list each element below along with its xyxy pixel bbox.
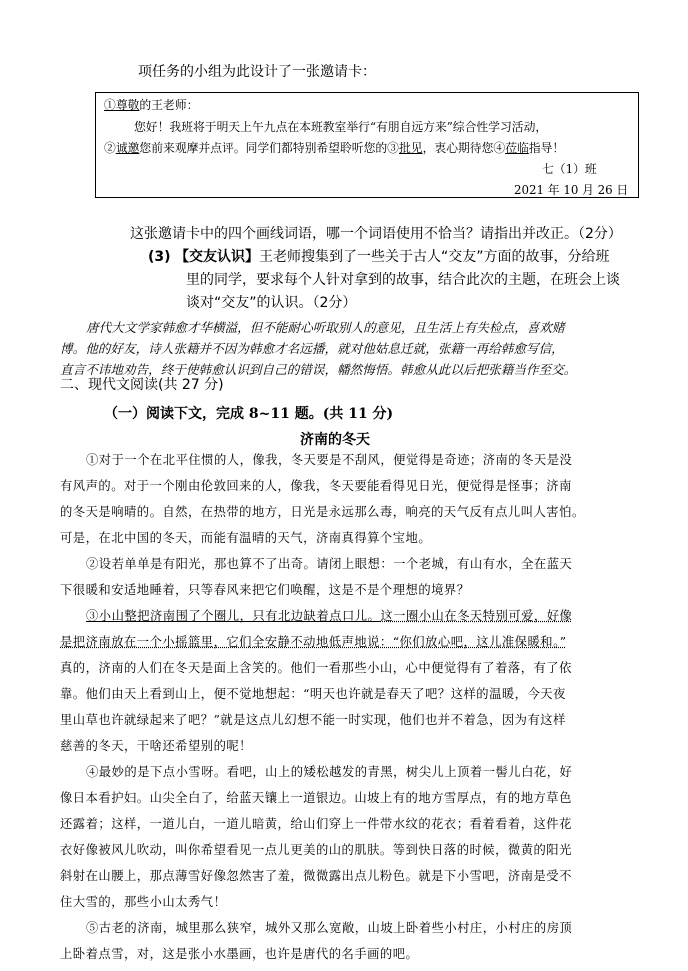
- body-mid: 您前来观摩并点评。同学们都特别希望聆听您的: [139, 141, 388, 155]
- p3-underlined-a: ③小山整把济南围了个圈儿，只有北边缺着点口儿。: [86, 609, 381, 623]
- p4-line-2: 像日本看护妇。山尖全白了，给蓝天镶上一道银边。山坡上有的地方雪厚点，有的地方草色: [60, 791, 572, 805]
- p1-line-4: 可是，在北中国的冬天，而能有温晴的天气，济南真得算个宝地。: [60, 531, 432, 545]
- invitation-class: 七（1）班: [542, 162, 597, 176]
- p3-line-1: [86, 603, 572, 629]
- p1-line-2: 有风声的。对于一个刚由伦敦回来的人，像我，冬天要能看得见日光，便觉得是怪事；济南: [60, 479, 572, 493]
- intro-line: 项任务的小组为此设计了一张邀请卡：: [138, 64, 376, 80]
- body-end: 指导！: [528, 141, 565, 155]
- p2-line-2: 下很暖和安适地睡着，只等春风来把它们唤醒，这是不是个理想的境界？: [60, 583, 470, 597]
- p5-line-1: ⑤古老的济南，城里那么狭窄，城外又那么宽敞，山坡上卧着些小村庄，小村庄的房顶: [86, 921, 573, 935]
- article-title: 济南的冬天: [300, 432, 370, 448]
- p3-line-3: 真的，济南的人们在冬天是面上含笑的。他们一看那些小山，心中便觉得有了着落，有了依: [60, 661, 572, 675]
- underlined-word-2: 诚邀: [115, 141, 140, 155]
- p3-underlined-b: 这一圈小山在冬天特别可爱，好像: [380, 609, 573, 623]
- task-3-line1: [148, 247, 610, 267]
- task-3-number: (3): [148, 249, 171, 265]
- task-3-label: 【交友认识】: [175, 249, 259, 265]
- body-mid2: ，衷心期待您: [422, 141, 494, 155]
- story-line-1: 唐代大文学家韩愈才华横溢，但不能耐心听取别人的意见，且生活上有失检点，喜欢赌: [86, 320, 565, 335]
- task-3-line2: 里的同学，要求每个人针对拿到的故事，结合此次的主题，在班会上谈: [186, 272, 620, 288]
- p4-line-5: 斜射在山腰上，那点薄雪好像忽然害了羞，微微露出点儿粉色。就是下小雪吧，济南是受不: [60, 869, 572, 883]
- invitation-date: 2021 年 10 月 26 日: [514, 183, 629, 197]
- question-2: 这张邀请卡中的四个画线词语，哪一个词语使用不恰当？请指出并改正。（2分）: [130, 226, 622, 242]
- p4-line-1: ④最妙的是下点小雪呀。看吧，山上的矮松越发的青黑，树尖儿上顶着一髻儿白花，好: [86, 765, 573, 779]
- p5-line-2: 上卧着点雪，对，这是张小水墨画，也许是唐代的名手画的吧。: [60, 947, 419, 961]
- task-3-text1: 王老师搜集到了一些关于古人“交友”方面的故事，分给班: [259, 249, 610, 265]
- story-line-2: 博。他的好友，诗人张籍并不因为韩愈才名远播，就对他姑息迁就，张籍一再给韩愈写信，: [60, 341, 564, 356]
- underlined-word-1: 尊敬: [115, 98, 140, 112]
- mark-1: ①: [104, 98, 116, 112]
- p3-underlined-c: 是把济南放在一个小摇篮里，它们全安静不动地低声地说：“你们放心吧，这儿准保暖和。”: [60, 635, 567, 649]
- p1-line-1: ①对于一个在北平住惯的人，像我，冬天要是不刮风，便觉得是奇迹；济南的冬天是没: [86, 453, 573, 467]
- p4-line-4: 衣好像被风儿吹动，叫你希望看见一点儿更美的山的肌肤。等到快日落的时候，微黄的阳光: [60, 843, 572, 857]
- greeting-rest: 的王老师：: [139, 98, 199, 112]
- p3-line-2: [60, 629, 567, 655]
- underlined-word-3: 批见: [398, 141, 423, 155]
- invitation-greeting: [104, 96, 198, 114]
- underlined-word-4: 莅临: [505, 141, 529, 155]
- p3-line-5: 里山草也许就绿起来了吧？”就是这点儿幻想不能一时实现，他们也并不着急，因为有这样: [60, 713, 566, 727]
- story-line-3: 直言不讳地劝告，终于使韩愈认识到自己的错误，幡然悔悟。韩愈从此以后把张籍当作至交。: [60, 362, 577, 377]
- p3-line-4: 靠。他们由天上看到山上，便不觉地想起：“明天也许就是春天了吧？这样的温暖，今天夜: [60, 687, 566, 701]
- invitation-body-line2: [104, 139, 564, 157]
- p2-line-1: ②设若单单是有阳光，那也算不了出奇。请闭上眼想：一个老城，有山有水，全在蓝天: [86, 557, 573, 571]
- mark-4: ④: [493, 141, 506, 155]
- p4-line-6: 住大雪的，那些小山太秀气！: [60, 895, 227, 909]
- p4-line-3: 还露着；这样，一道儿白，一道儿暗黄，给山们穿上一件带水纹的花衣；看着看着，这件花: [60, 817, 572, 831]
- section-2-heading: 二、现代文阅读(共 27 分): [60, 377, 224, 393]
- task-3-line3: 谈对“交友”的认识。（2分）: [186, 295, 357, 311]
- invitation-body-line1: 您好！我班将于明天上午九点在本班教室举行“有朋自远方来”综合性学习活动，: [134, 120, 548, 134]
- subsection-heading: （一）阅读下文，完成 8~11 题。(共 11 分): [104, 406, 394, 422]
- mark-3: ③: [387, 141, 399, 155]
- p1-line-3: 的冬天是响晴的。自然，在热带的地方，日光是永远那么毒，响亮的天气反有点儿叫人害怕。: [60, 505, 585, 519]
- p3-line-6: 慈善的冬天，干啥还希望别的呢！: [60, 739, 252, 753]
- mark-2: ②: [104, 141, 116, 155]
